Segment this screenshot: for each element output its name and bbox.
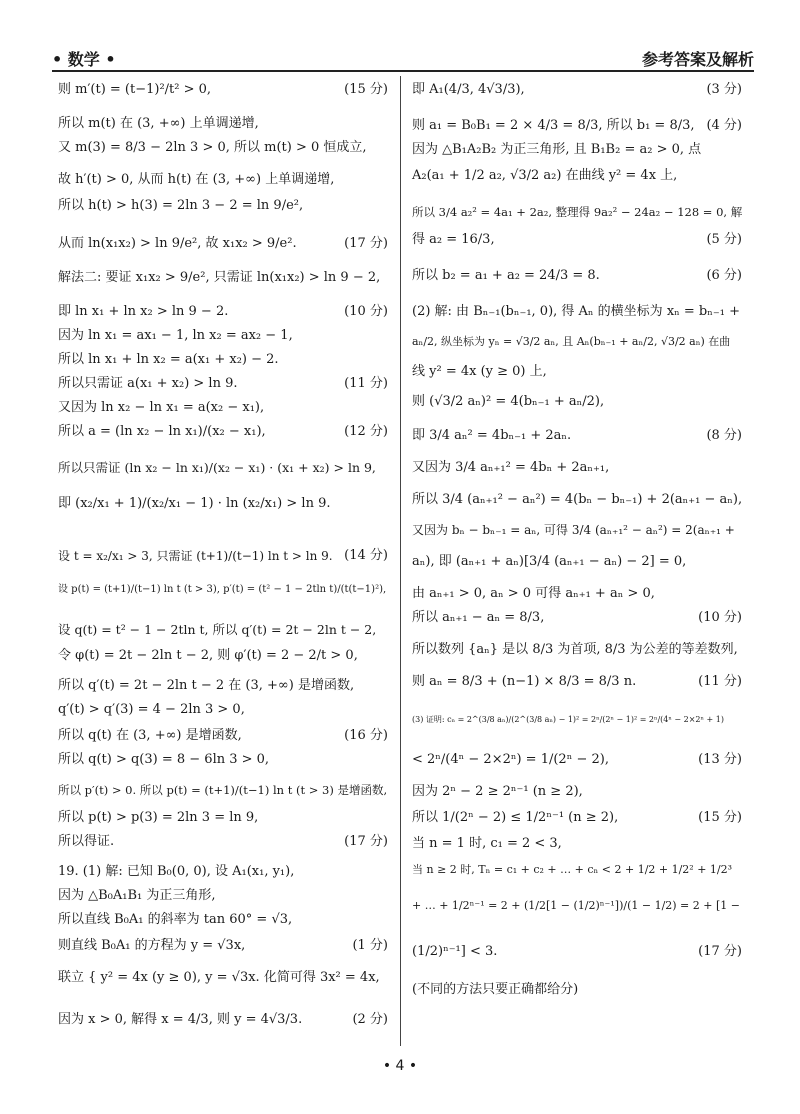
- line-text: 则 (√3/2 aₙ)² = 4(bₙ₋₁ + aₙ/2),: [412, 394, 605, 409]
- line-text: 因为 ln x₁ = ax₁ − 1, ln x₂ = ax₂ − 1,: [58, 328, 293, 343]
- line-text: q′(t) > q′(3) = 4 − 2ln 3 > 0,: [58, 702, 245, 717]
- line-text: 解法二: 要证 x₁x₂ > 9/e², 只需证 ln(x₁x₂) > ln 9 − 2,: [58, 270, 381, 285]
- page-number: • 4 •: [382, 1058, 418, 1074]
- line-text: 因为 x > 0, 解得 x = 4/3, 则 y = 4√3/3.: [58, 1012, 303, 1027]
- line-text: 设 p(t) = (t+1)/(t−1) ln t (t > 3), p′(t) = (t² − 1 − 2tln t)/(t(t−1)²),: [58, 584, 387, 595]
- line-text: (2) 解: 由 Bₙ₋₁(bₙ₋₁, 0), 得 Aₙ 的横坐标为 xₙ = bₙ₋₁ +: [412, 304, 740, 319]
- line-text: 所以 q′(t) = 2t − 2ln t − 2 在 (3, +∞) 是增函数,: [58, 678, 355, 693]
- score-mark: (16 分): [344, 728, 388, 743]
- line-text: aₙ/2, 纵坐标为 yₙ = √3/2 aₙ, 且 Aₙ(bₙ₋₁ + aₙ/2, √3/2 aₙ) 在曲: [412, 335, 731, 348]
- line-text: 即 3/4 aₙ² = 4bₙ₋₁ + 2aₙ.: [412, 428, 572, 443]
- line-text: 则直线 B₀A₁ 的方程为 y = √3x,: [58, 938, 246, 953]
- line-text: + … + 1/2ⁿ⁻¹ = 2 + (1/2[1 − (1/2)ⁿ⁻¹])/(1 − 1/2) = 2 + [1 −: [412, 899, 740, 912]
- score-mark: (1 分): [352, 938, 388, 953]
- line-text: 所以 3/4 (aₙ₊₁² − aₙ²) = 4(bₙ − bₙ₋₁) + 2(aₙ₊₁ − aₙ),: [412, 492, 743, 507]
- line-text: 得 a₂ = 16/3,: [412, 232, 495, 247]
- line-text: 所以 q(t) 在 (3, +∞) 是增函数,: [58, 728, 242, 743]
- column-divider: [400, 76, 401, 1046]
- line-text: 设 t = x₂/x₁ > 3, 只需证 (t+1)/(t−1) ln t > ln 9.: [58, 549, 333, 563]
- line-text: 又因为 bₙ − bₙ₋₁ = aₙ, 可得 3/4 (aₙ₊₁² − aₙ²) = 2(aₙ₊₁ +: [412, 523, 735, 537]
- line-text: 设 q(t) = t² − 1 − 2tln t, 所以 q′(t) = 2t − 2ln t − 2,: [58, 622, 377, 637]
- line-text: 所以 h(t) > h(3) = 2ln 3 − 2 = ln 9/e²,: [58, 198, 304, 213]
- score-mark: (15 分): [698, 810, 742, 825]
- line-text: 所以 p(t) > p(3) = 2ln 3 = ln 9,: [58, 810, 259, 825]
- line-text: 即 (x₂/x₁ + 1)/(x₂/x₁ − 1) · ln (x₂/x₁) > ln 9.: [58, 496, 331, 511]
- line-text: 故 h′(t) > 0, 从而 h(t) 在 (3, +∞) 上单调递增,: [58, 172, 335, 187]
- line-text: 即 ln x₁ + ln x₂ > ln 9 − 2.: [58, 304, 229, 319]
- line-text: 所以只需证 (ln x₂ − ln x₁)/(x₂ − x₁) · (x₁ + x₂) > ln 9,: [58, 460, 376, 475]
- line-text: A₂(a₁ + 1/2 a₂, √3/2 a₂) 在曲线 y² = 4x 上,: [412, 168, 678, 183]
- score-mark: (17 分): [698, 944, 742, 959]
- line-text: 则 aₙ = 8/3 + (n−1) × 8/3 = 8/3 n.: [412, 674, 637, 689]
- score-mark: (10 分): [698, 610, 742, 625]
- score-mark: (14 分): [344, 548, 388, 563]
- line-text: 19. (1) 解: 已知 B₀(0, 0), 设 A₁(x₁, y₁),: [58, 864, 295, 879]
- header-rule: [52, 70, 754, 72]
- score-mark: (11 分): [344, 376, 388, 391]
- line-text: 由 aₙ₊₁ > 0, aₙ > 0 可得 aₙ₊₁ + aₙ > 0,: [412, 586, 655, 601]
- line-text: 所以 p′(t) > 0. 所以 p(t) = (t+1)/(t−1) ln t (t > 3) 是增函数,: [58, 783, 388, 797]
- line-text: 所以 b₂ = a₁ + a₂ = 24/3 = 8.: [412, 268, 600, 283]
- line-text: 则 a₁ = B₀B₁ = 2 × 4/3 = 8/3, 所以 b₁ = 8/3,: [412, 118, 695, 133]
- line-text: 所以数列 {aₙ} 是以 8/3 为首项, 8/3 为公差的等差数列,: [412, 642, 738, 657]
- line-text: 令 φ(t) = 2t − 2ln t − 2, 则 φ′(t) = 2 − 2/t > 0,: [58, 648, 358, 663]
- line-text: 所以直线 B₀A₁ 的斜率为 tan 60° = √3,: [58, 912, 293, 927]
- score-mark: (12 分): [344, 424, 388, 439]
- line-text: 从而 ln(x₁x₂) > ln 9/e², 故 x₁x₂ > 9/e².: [58, 236, 297, 251]
- line-text: aₙ), 即 (aₙ₊₁ + aₙ)[3/4 (aₙ₊₁ − aₙ) − 2] = 0,: [412, 554, 687, 569]
- line-text: 线 y² = 4x (y ≥ 0) 上,: [412, 364, 547, 379]
- line-text: 当 n = 1 时, c₁ = 2 < 3,: [412, 836, 562, 851]
- line-text: 所以只需证 a(x₁ + x₂) > ln 9.: [58, 376, 238, 391]
- line-text: (不同的方法只要正确都给分): [412, 982, 579, 997]
- line-text: (3) 证明: cₙ = 2^(3/8 aₙ)/(2^(3/8 aₙ) − 1)² = 2ⁿ/(2ⁿ − 1)² = 2ⁿ/(4ⁿ − 2×2ⁿ + 1): [412, 715, 724, 724]
- line-text: 即 A₁(4/3, 4√3/3),: [412, 82, 525, 97]
- line-text: 因为 △B₀A₁B₁ 为正三角形,: [58, 888, 216, 903]
- score-mark: (4 分): [706, 118, 742, 133]
- line-text: 因为 △B₁A₂B₂ 为正三角形, 且 B₁B₂ = a₂ > 0, 点: [412, 142, 702, 157]
- score-mark: (2 分): [352, 1012, 388, 1027]
- score-mark: (13 分): [698, 752, 742, 767]
- subject-label: • 数学 •: [52, 50, 116, 69]
- line-text: 所以 aₙ₊₁ − aₙ = 8/3,: [412, 610, 545, 625]
- score-mark: (10 分): [344, 304, 388, 319]
- score-mark: (17 分): [344, 236, 388, 251]
- line-text: 联立 { y² = 4x (y ≥ 0), y = √3x. 化简可得 3x² = 4x,: [58, 970, 380, 985]
- score-mark: (5 分): [706, 232, 742, 247]
- score-mark: (15 分): [344, 82, 388, 97]
- line-text: 所以 1/(2ⁿ − 2) ≤ 1/2ⁿ⁻¹ (n ≥ 2),: [412, 810, 619, 825]
- line-text: 因为 2ⁿ − 2 ≥ 2ⁿ⁻¹ (n ≥ 2),: [412, 784, 583, 799]
- line-text: 又 m(3) = 8/3 − 2ln 3 > 0, 所以 m(t) > 0 恒成立,: [58, 140, 367, 155]
- line-text: 又因为 3/4 aₙ₊₁² = 4bₙ + 2aₙ₊₁,: [412, 460, 610, 475]
- score-mark: (3 分): [706, 82, 742, 97]
- line-text: 所以得证.: [58, 834, 115, 849]
- score-mark: (17 分): [344, 834, 388, 849]
- line-text: 则 m′(t) = (t−1)²/t² > 0,: [58, 82, 212, 97]
- line-text: < 2ⁿ/(4ⁿ − 2×2ⁿ) = 1/(2ⁿ − 2),: [412, 752, 609, 767]
- line-text: 所以 3/4 a₂² = 4a₁ + 2a₂, 整理得 9a₂² − 24a₂ − 128 = 0, 解: [412, 205, 743, 219]
- section-title: 参考答案及解析: [641, 50, 754, 69]
- line-text: 所以 ln x₁ + ln x₂ = a(x₁ + x₂) − 2.: [58, 352, 279, 367]
- line-text: 又因为 ln x₂ − ln x₁ = a(x₂ − x₁),: [58, 400, 265, 415]
- line-text: 当 n ≥ 2 时, Tₙ = c₁ + c₂ + … + cₙ < 2 + 1/2 + 1/2² + 1/2³: [412, 863, 733, 876]
- page-header: [52, 42, 754, 70]
- score-mark: (8 分): [706, 428, 742, 443]
- score-mark: (6 分): [706, 268, 742, 283]
- line-text: 所以 a = (ln x₂ − ln x₁)/(x₂ − x₁),: [58, 424, 266, 439]
- line-text: 所以 m(t) 在 (3, +∞) 上单调递增,: [58, 116, 259, 131]
- line-text: (1/2)ⁿ⁻¹] < 3.: [412, 944, 498, 959]
- line-text: 所以 q(t) > q(3) = 8 − 6ln 3 > 0,: [58, 752, 270, 767]
- score-mark: (11 分): [698, 674, 742, 689]
